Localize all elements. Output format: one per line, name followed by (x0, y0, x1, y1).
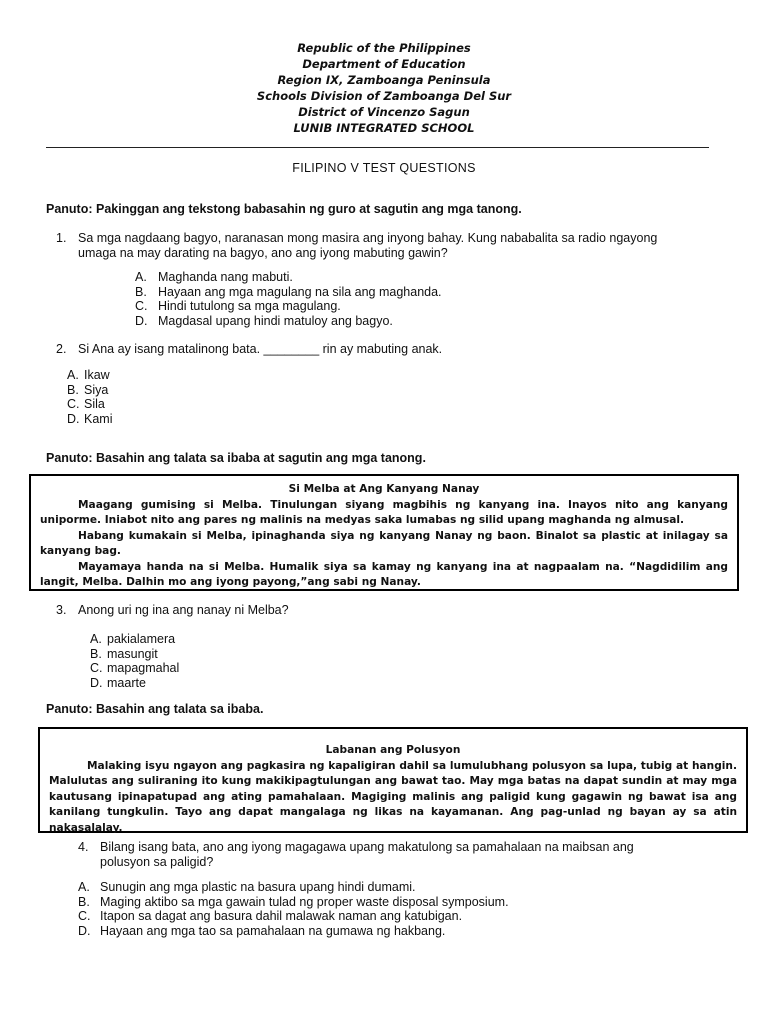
question-3-text: Anong uri ng ina ang nanay ni Melba? (78, 603, 289, 617)
choice-1d[interactable] (135, 314, 442, 329)
question-4-number: 4. (78, 840, 89, 854)
choice-3d[interactable] (90, 676, 179, 691)
header-line-district: District of Vincenzo Sagun (298, 105, 470, 119)
header-line-region: Region IX, Zamboanga Peninsula (277, 73, 491, 87)
question-1-line-2: umaga na may darating na bagyo, ano ang iyong mabuting gawin? (78, 245, 448, 260)
story-1-paragraph-1: Maagang gumising si Melba. Tinulungan siyang magbihis ng kanyang ina. Inayos nito ang kanyang uniporme. Iniabot nito ang pares ng malinis na medyas saka lumabas ng silid upang maghanda ng almusal. (40, 498, 728, 526)
choice-letter: A. (135, 270, 147, 284)
question-1-text (78, 231, 758, 260)
choice-letter: A. (78, 880, 90, 894)
story-2-paragraph-1: Malaking isyu ngayon ang pagkasira ng kapaligiran dahil sa lumulubhang polusyon sa lupa, tubig at hangin. Malulutas ang suliraning ito kung makikipagtulungan ang bawat tao. May mga batas na dapat sundin at may mga kautusang ipinapatupad ang ating pamahalaan. Magiging malinis ang paligid kung gagawin ng bawat isa ang kanilang tungkulin. Tayo ang dapat mangalaga ng likas na kayamanan. Ang pag-unlad ng bayan ay sa atin nakasalalay. (49, 759, 737, 834)
test-title: FILIPINO V TEST QUESTIONS (292, 161, 476, 175)
choice-text: Hayaan ang mga magulang na sila ang maghanda. (158, 284, 442, 299)
question-4-line-1: Bilang isang bata, ano ang iyong magagawa upang makatulong sa pamahalaan na maibsan ang (100, 840, 634, 854)
choice-4b[interactable] (78, 895, 509, 910)
choice-3b[interactable] (90, 647, 179, 662)
choice-3a[interactable] (90, 632, 179, 647)
choice-2d[interactable] (67, 412, 112, 427)
direction-1: Panuto: Pakinggan ang tekstong babasahin ng guro at sagutin ang mga tanong. (46, 202, 522, 216)
choice-letter: D. (135, 313, 148, 328)
story-2-title: Labanan ang Polusyon (325, 744, 461, 756)
header-line-republic: Republic of the Philippines (297, 41, 471, 55)
choice-letter: C. (135, 299, 148, 313)
question-1-choices (135, 270, 442, 328)
choice-1b[interactable] (135, 285, 442, 300)
choice-text: mapagmahal (107, 661, 180, 675)
question-4-line-2: polusyon sa paligid? (100, 854, 214, 869)
choice-text: Maghanda nang mabuti. (158, 270, 293, 284)
choice-text: maarte (107, 675, 146, 690)
choice-letter: D. (90, 675, 103, 690)
choice-1a[interactable] (135, 270, 442, 285)
story-1-paragraph-3: Mayamaya handa na si Melba. Humalik siya sa kamay ng kanyang ina at nagpaalam na. “Nagdidilim ang langit, Melba. Dalhin mo ang iyong payong,”ang sabi ng Nanay. (40, 560, 728, 588)
choice-text: Itapon sa dagat ang basura dahil malawak naman ang katubigan. (100, 909, 463, 923)
choice-text: Ikaw (84, 368, 110, 382)
question-4-choices (78, 880, 509, 938)
question-1-number: 1. (56, 231, 67, 245)
choice-2c[interactable] (67, 397, 112, 412)
choice-letter: A. (90, 632, 102, 646)
choice-text: Magdasal upang hindi matuloy ang bagyo. (158, 313, 393, 328)
choice-letter: C. (90, 661, 103, 675)
question-4-text (100, 840, 750, 869)
choice-2b[interactable] (67, 383, 112, 398)
choice-text: Hindi tutulong sa mga magulang. (158, 299, 341, 313)
choice-text: masungit (107, 646, 158, 661)
question-1-line-1: Sa mga nagdaang bagyo, naranasan mong masira ang inyong bahay. Kung nababalita sa radio ngayong (78, 231, 658, 245)
choice-text: Hayaan ang mga tao sa pamahalaan na gumawa ng hakbang. (100, 923, 446, 938)
choice-letter: C. (78, 909, 91, 923)
story-1-paragraph-2: Habang kumakain si Melba, ipinaghanda siya ng kanyang Nanay ng baon. Binalot sa plastic at inilagay sa kanyang bag. (40, 529, 728, 557)
choice-letter: B. (135, 284, 147, 299)
direction-2: Panuto: Basahin ang talata sa ibaba at sagutin ang mga tanong. (46, 451, 426, 465)
header-line-deped: Department of Education (302, 57, 466, 71)
story-box-polusyon (38, 727, 748, 833)
choice-2a[interactable] (67, 368, 112, 383)
choice-letter: B. (78, 894, 90, 909)
choice-text: Sila (84, 397, 105, 411)
choice-letter: B. (67, 382, 79, 397)
choice-text: Maging aktibo sa mga gawain tulad ng proper waste disposal symposium. (100, 894, 509, 909)
choice-text: Kami (84, 411, 113, 426)
story-1-title: Si Melba at Ang Kanyang Nanay (288, 483, 480, 495)
question-3-choices (90, 632, 179, 690)
header-line-division: Schools Division of Zamboanga Del Sur (256, 89, 512, 103)
choice-letter: D. (78, 923, 91, 938)
choice-text: Siya (84, 382, 109, 397)
story-box-melba (29, 474, 739, 591)
choice-4d[interactable] (78, 924, 509, 939)
question-2-choices (67, 368, 112, 426)
choice-letter: A. (67, 368, 79, 382)
choice-3c[interactable] (90, 661, 179, 676)
question-3-number: 3. (56, 603, 67, 617)
choice-letter: C. (67, 397, 80, 411)
choice-4a[interactable] (78, 880, 509, 895)
direction-3: Panuto: Basahin ang talata sa ibaba. (46, 702, 264, 716)
choice-text: Sunugin ang mga plastic na basura upang hindi dumami. (100, 880, 416, 894)
header-divider (46, 147, 709, 148)
choice-1c[interactable] (135, 299, 442, 314)
choice-letter: D. (67, 411, 80, 426)
header-line-school: LUNIB INTEGRATED SCHOOL (293, 121, 475, 135)
choice-4c[interactable] (78, 909, 509, 924)
choice-letter: B. (90, 646, 102, 661)
choice-text: pakialamera (107, 632, 176, 646)
question-2-number: 2. (56, 342, 67, 356)
question-2-text: Si Ana ay isang matalinong bata. ________ rin ay mabuting anak. (78, 342, 443, 356)
